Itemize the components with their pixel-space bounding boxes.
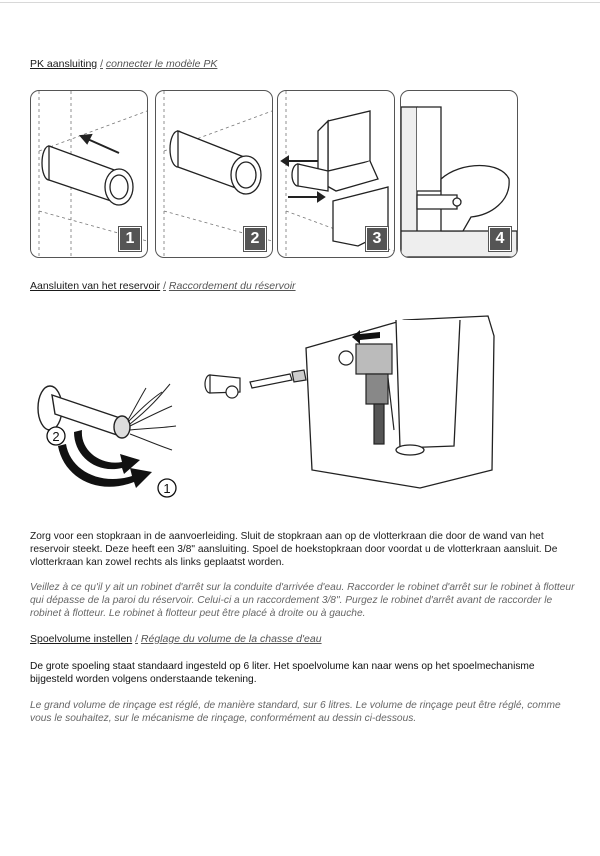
reservoir-title-nl: Aansluiten van het reservoir bbox=[30, 280, 161, 292]
step-number-1: 1 bbox=[119, 227, 141, 251]
pk-title-fr: connecter le modèle PK bbox=[105, 58, 218, 70]
pk-section-heading bbox=[30, 58, 217, 71]
step-number-4: 4 bbox=[489, 227, 511, 251]
reservoir-section-heading bbox=[30, 280, 296, 293]
flush-section-heading bbox=[30, 633, 322, 646]
callout-1-label: 1 bbox=[163, 481, 171, 496]
reservoir-text-nl: Zorg voor een stopkraan in de aanvoerleiding. Sluit de stopkraan aan op de vlotterkraan die door de wand van het reservoir steekt. Deze heeft een 3/8" aansluiting. Spoel de hoekstopkraan door voordat u de vlotterkraan aansluit. De vlotterkraan kan zowel rechts als links geplaatst worden. bbox=[30, 531, 558, 568]
flush-text-nl: De grote spoeling staat standaard ingesteld op 6 liter. Het spoelvolume kan naar wens op het spoelmechanisme bijgesteld worden volgens onderstaande tekening. bbox=[30, 661, 535, 685]
flush-title-separator: / bbox=[135, 633, 138, 645]
flush-title-fr: Réglage du volume de la chasse d'eau bbox=[140, 633, 322, 645]
top-divider bbox=[0, 2, 600, 3]
rotation-arrows-icon bbox=[58, 430, 152, 488]
step-number-2: 2 bbox=[244, 227, 266, 251]
flush-spray-icon bbox=[128, 384, 176, 450]
callout-2-label: 2 bbox=[52, 429, 60, 444]
flush-text-fr: Le grand volume de rinçage est réglé, de manière standard, sur 6 litres. Le volume de rinçage peut être réglé, comme vous le souhaitez, sur le mécanisme de rinçage, conformément au dessin ci-dessous. bbox=[30, 700, 561, 724]
step-panel-2 bbox=[155, 90, 273, 258]
reservoir-title-separator: / bbox=[163, 280, 166, 292]
reservoir-text-fr: Veillez à ce qu'il y ait un robinet d'arrêt sur la conduite d'arrivée d'eau. Raccorder le robinet d'arrêt sur le robinet à flotteur qui dépasse de la paroi du réservoir. Celui-ci a un raccordement 3/8". Purgez le robinet d'arrêt avant de raccorder le robinet à flotteur. Le robinet à flotteur peut être placé à droite ou à gauche. bbox=[30, 582, 575, 619]
step-panel-4 bbox=[400, 90, 518, 258]
reservoir-title-fr: Raccordement du réservoir bbox=[168, 280, 296, 292]
reservoir-illustration bbox=[0, 300, 600, 515]
step-panel-3 bbox=[277, 90, 395, 258]
pk-title-nl: PK aansluiting bbox=[30, 58, 98, 70]
flush-title-nl: Spoelvolume instellen bbox=[30, 633, 133, 645]
angle-valve-icon bbox=[205, 361, 321, 398]
pk-title-separator: / bbox=[100, 58, 103, 70]
step-panel-1 bbox=[30, 90, 148, 258]
reservoir-tank-icon bbox=[306, 316, 494, 488]
step-number-3: 3 bbox=[366, 227, 388, 251]
